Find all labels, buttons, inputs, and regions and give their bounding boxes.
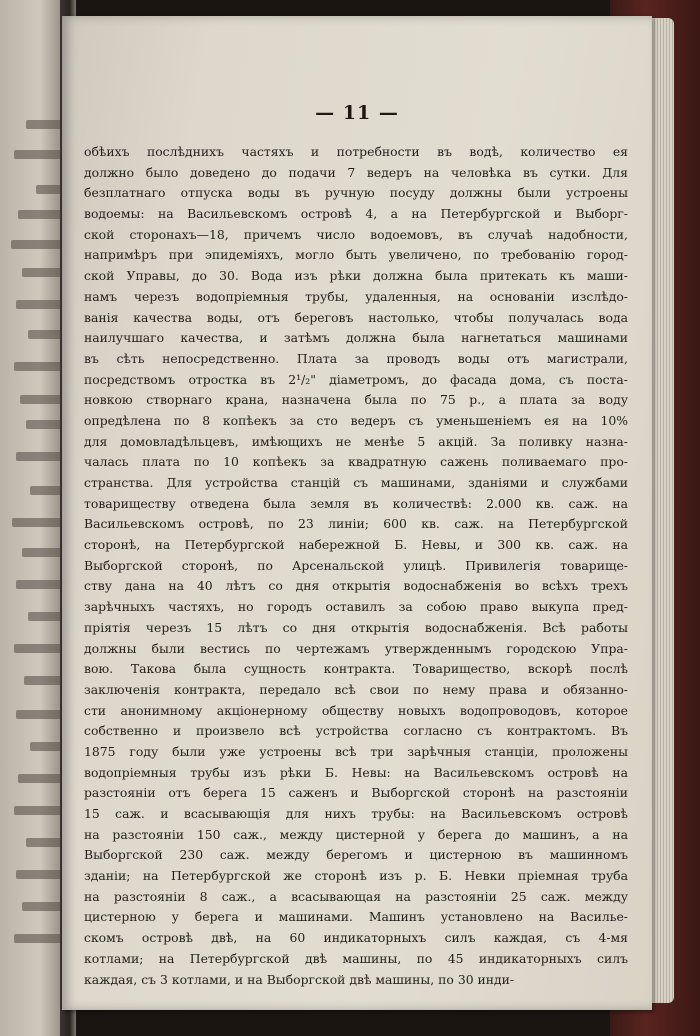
left-page-text-fragment xyxy=(16,452,66,461)
left-page-text-fragment xyxy=(14,362,66,371)
text-line: пріятія черезъ 15 лѣтъ со дня открытія водоснабженія. Всѣ работы xyxy=(84,619,628,635)
text-line: 15 саж. и всасывающія для нихъ трубы: на Васильевскомъ островѣ xyxy=(84,806,628,821)
text-line: товариществу отведена была земля въ количествѣ: 2.000 кв. саж. на xyxy=(84,495,628,511)
left-page-text-fragment xyxy=(18,210,66,219)
text-line: намъ черезъ водопріемныя трубы, удаленныя, на основаніи изслѣдо- xyxy=(84,288,628,304)
text-line: водопріемныя трубы изъ рѣки Б. Невы: на Васильевскомъ островѣ на xyxy=(84,764,628,780)
text-line: ству дана на 40 лѣтъ со дня открытія водоснабженія во всѣхъ трехъ xyxy=(84,578,628,594)
text-line: зданіи; на Петербургской же сторонѣ изъ р. Б. Невки пріемная труба xyxy=(84,868,628,884)
text-line: посредствомъ отростка въ 2¹/₂" діаметромъ, до фасада дома, съ поста- xyxy=(84,371,628,387)
text-line: водоемы: на Васильевскомъ островѣ 4, а на Петербургской и Выборг- xyxy=(84,206,628,222)
text-line: котлами; на Петербургской двѣ машины, по 45 индикаторныхъ силъ xyxy=(84,950,628,966)
text-line: наилучшаго качества, и затѣмъ должна была нагнетаться машинами xyxy=(84,330,628,346)
text-line: собственно и произвело всѣ устройства согласно съ контрактомъ. Въ xyxy=(84,723,628,739)
left-page-text-fragment xyxy=(16,710,66,719)
text-line: цистерною у берега и машинами. Машинъ установлено на Василье- xyxy=(84,909,628,925)
text-line: на разстояніи 8 саж., а всасывающая на разстояніи 25 саж. между xyxy=(84,888,628,904)
left-page-edge xyxy=(0,0,66,1036)
text-line: ской Управы, до 30. Вода изъ рѣки должна была притекать къ маши- xyxy=(84,268,628,284)
left-page-text-fragment xyxy=(16,300,66,309)
left-page-text-fragment xyxy=(14,806,66,815)
text-line: вою. Такова была сущность контракта. Товарищество, вскорѣ послѣ xyxy=(84,661,628,677)
text-line: должно было доведено до подачи 7 ведеръ на человѣка въ сутки. Для xyxy=(84,164,628,180)
text-line: безплатнаго отпуска воды въ ручную посуду должны были устроены xyxy=(84,185,628,201)
text-line: 1875 году были уже устроены всѣ три зарѣчныя станціи, проложены xyxy=(84,743,628,759)
left-page-text-fragment xyxy=(18,774,66,783)
left-page-text-fragment xyxy=(16,870,66,879)
text-line: новкою створнаго крана, назначена была по 75 р., а плата за воду xyxy=(84,392,628,408)
text-line: каждая, съ 3 котлами, и на Выборгской двѣ машины, по 30 инди- xyxy=(84,971,515,987)
left-page-text-fragment xyxy=(14,934,66,943)
left-page-text-fragment xyxy=(14,150,66,159)
right-page xyxy=(62,16,652,1010)
page-number: — 11 — xyxy=(315,102,399,124)
text-line: заключенія контракта, передало всѣ свои по нему права и обязанно- xyxy=(84,681,628,697)
text-line: Выборгской 230 саж. между берегомъ и цистерною въ машинномъ xyxy=(84,847,628,863)
text-line: напримѣръ при эпидеміяхъ, могло быть увеличено, по требованію город- xyxy=(84,247,628,263)
text-line: на разстояніи 150 саж., между цистерной у берега до машинъ, а на xyxy=(84,826,628,842)
text-line: разстояніи отъ берега 15 саженъ и Выборгской сторонѣ на разстояніи xyxy=(84,785,628,801)
text-line: для домовладѣльцевъ, имѣющихъ не менѣе 5 акцій. За поливку назна- xyxy=(84,433,628,449)
text-line: должны были вестись по чертежамъ утвержденнымъ городскою Упра- xyxy=(84,640,628,656)
text-line: сти анонимному акціонерному обществу новыхъ водопроводовъ, которое xyxy=(84,702,628,718)
text-line: странства. Для устройства станцій съ машинами, зданіями и службами xyxy=(84,475,628,490)
left-page-text-fragment xyxy=(14,644,66,653)
text-line: ской сторонахъ—18, причемъ число водоемовъ, въ случаѣ надобности, xyxy=(84,226,628,242)
text-line: Васильевскомъ островѣ, по 23 линіи; 600 кв. саж. на Петербургской xyxy=(84,516,628,532)
text-line: чалась плата по 10 копѣекъ за квадратную сажень поливаемаго про- xyxy=(84,454,628,470)
left-page-text-fragment xyxy=(12,518,66,527)
text-line: въ сѣть непосредственно. Плата за проводъ воды отъ магистрали, xyxy=(84,350,628,366)
left-page-text-fragment xyxy=(11,240,66,249)
text-line: обѣихъ послѣднихъ частяхъ и потребности въ водѣ, количество ея xyxy=(84,144,628,159)
text-line: ванія качества воды, отъ береговъ настолько, чтобы получалась вода xyxy=(84,309,628,325)
body-text xyxy=(84,142,628,990)
text-line: сторонѣ, на Петербургской набережной Б. Невы, и 300 кв. саж. на xyxy=(84,537,628,553)
left-page-text-fragment xyxy=(16,580,66,589)
text-line: Выборгской сторонѣ, по Арсенальской улицѣ. Привилегія товарище- xyxy=(84,557,628,573)
text-line: опредѣлена по 8 копѣекъ за сто ведеръ съ уменьшеніемъ ея на 10% xyxy=(84,412,628,428)
text-line: зарѣчныхъ частяхъ, но городъ оставилъ за собою право выкупа пред- xyxy=(84,599,628,615)
text-line: скомъ островѣ двѣ, на 60 индикаторныхъ силъ каждая, съ 4-мя xyxy=(84,930,628,946)
